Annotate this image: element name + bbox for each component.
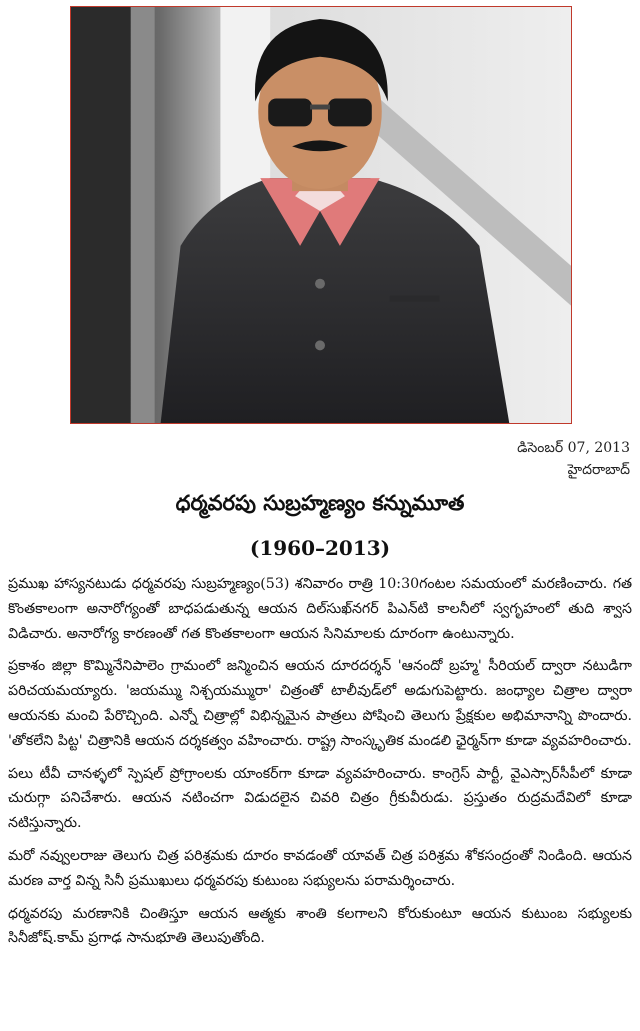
article-paragraph: పలు టీవీ చానళ్ళలో స్పెషల్ ప్రోగ్రాంలకు యాంకర్‌గా కూడా వ్యవహరించారు. కాంగ్రెస్ పార్టీ, వైఎస్సార్‌సీపీలో కూడా చురుగ్గా పనిచేశారు. ఆయన నటించగా విడుదలైన చివరి చిత్రం గ్రీకువీరుడు. ప్రస్తుతం రుద్రమదేవిలో కూడా నటిస్తున్నారు. — [8, 765, 632, 832]
article-title: ధర్మవరపు సుబ్రహ్మణ్యం కన్నుమూత — [175, 490, 465, 515]
article-paragraph: ప్రముఖ హాస్యనటుడు ధర్మవరపు సుబ్రహ్మణ్యం(53) శనివారం రాత్రి 10:30గంటల సమయంలో మరణించారు. గత కొంతకాలంగా అనారోగ్యంతో బాధపడుతున్న ఆయన దిల్‌సుఖ్‌నగర్ పిఎన్‌టి కాలనీలో స్వగృహంలో తుది శ్వాస విడిచారు. అనారోగ్య కారణంతో గత కొంతకాలంగా ఆయన సినిమాలకు దూరంగా ఉంటున్నారు. — [8, 576, 632, 642]
article-years: (1960–2013) — [249, 536, 391, 560]
article-photo — [70, 6, 572, 424]
article-paragraph: ప్రకాశం జిల్లా కొమ్మినేనిపాలెం గ్రామంలో జన్మించిన ఆయన దూరదర్శన్ 'ఆనందో బ్రహ్మ' సీరియల్ ద్వారా నటుడిగా పరిచయమయ్యారు. 'జయమ్ము నిశ్చయమ్మురా' చిత్రంతో టాలీవుడ్‌లో అడుగుపెట్టారు. జంధ్యాల చిత్రాల ద్వారా ఆయనకు మంచి పేరొచ్చింది. ఎన్నో చిత్రాల్లో విభిన్నమైన పాత్రలు పోషించి తెలుగు ప్రేక్షకుల అభిమానాన్ని పొందారు. 'తోకలేని పిట్ట' చిత్రానికి ఆయన దర్శకత్వం వహించారు. రాష్ట్ర సాంస్కృతిక మండలి ఛైర్మన్‌గా కూడా వ్యవహరించారు. — [8, 658, 632, 749]
portrait-image — [71, 7, 571, 423]
article-paragraph: ధర్మవరపు మరణానికి చింతిస్తూ ఆయన ఆత్మకు శాంతి కలగాలని కోరుకుంటూ ఆయన కుటుంబ సభ్యులకు సినీజోష్.కామ్ ప్రగాఢ సానుభూతి తెలుపుతోంది. — [8, 905, 632, 947]
article-place: హైదరాబాద్ — [567, 462, 630, 478]
article-paragraph: మరో నవ్వులరాజు తెలుగు చిత్ర పరిశ్రమకు దూరం కావడంతో యావత్ చిత్ర పరిశ్రమ శోకసంద్రంతో నిండింది. ఆయన మరణ వార్త విన్న సినీ ప్రముఖులు ధర్మవరపు కుటుంబ సభ్యులను పరామర్శించారు. — [8, 847, 632, 889]
article-body — [8, 572, 632, 959]
article-date: డిసెంబర్ 07, 2013 — [517, 440, 630, 456]
